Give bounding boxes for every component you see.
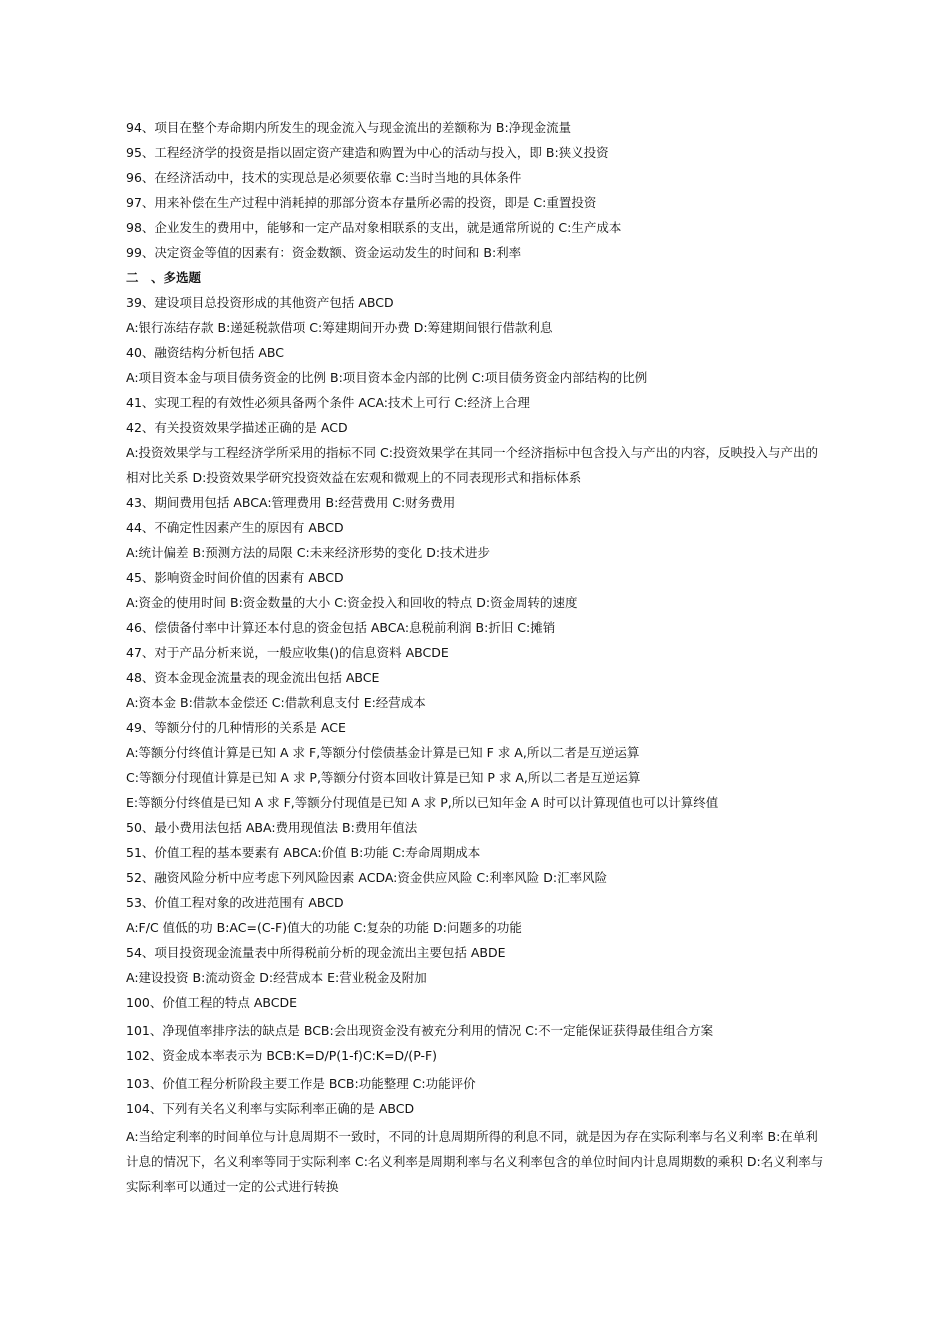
text-line: 40、融资结构分析包括 ABC [126, 345, 285, 360]
text-line: A:统计偏差 B:预测方法的局限 C:未来经济形势的变化 D:技术进步 [126, 545, 491, 560]
text-line: 101、净现值率排序法的缺点是 BCB:会出现资金没有被充分利用的情况 C:不一定能保证获得最佳组合方案 [126, 1023, 714, 1038]
text-line: 54、项目投资现金流量表中所得税前分析的现金流出主要包括 ABDE [126, 945, 506, 960]
text-line: 49、等额分付的几种情形的关系是 ACE [126, 720, 346, 735]
text-line: 95、工程经济学的投资是指以固定资产建造和购置为中心的活动与投入，即 B:狭义投资 [126, 145, 609, 160]
text-line: 39、建设项目总投资形成的其他资产包括 ABCD [126, 295, 394, 310]
text-line: A:建设投资 B:流动资金 D:经营成本 E:营业税金及附加 [126, 970, 427, 985]
section-heading: 二 、多选题 [126, 270, 202, 285]
text-line: E:等额分付终值是已知 A 求 F,等额分付现值是已知 A 求 P,所以已知年金 A 时可以计算现值也可以计算终值 [126, 795, 719, 810]
text-line: 44、不确定性因素产生的原因有 ABCD [126, 520, 344, 535]
text-line: 97、用来补偿在生产过程中消耗掉的那部分资本存量所必需的投资，即是 C:重置投资 [126, 195, 597, 210]
text-line: A:F/C 值低的功 B:AC=(C-F)值大的功能 C:复杂的功能 D:问题多的功能 [126, 920, 522, 935]
text-line: 45、影响资金时间价值的因素有 ABCD [126, 570, 344, 585]
text-line: 53、价值工程对象的改进范围有 ABCD [126, 895, 344, 910]
text-paragraph: A:当给定利率的时间单位与计息周期不一致时，不同的计息周期所得的利息不同，就是因为存在实际利率与名义利率 B:在单利计息的情况下，名义利率等同于实际利率 C:名义利率是周期利率与名义利率包含的单位时间内计息周期数的乘积 D:名义利率与实际利率可以通过一定的公式进行转换 [126, 1129, 824, 1194]
text-paragraph: A:投资效果学与工程经济学所采用的指标不同 C:投资效果学在其同一个经济指标中包含投入与产出的内容，反映投入与产出的相对比关系 D:投资效果学研究投资效益在宏观和微观上的不同表现形式和指标体系 [126, 445, 818, 485]
text-line: 94、项目在整个寿命期内所发生的现金流入与现金流出的差额称为 B:净现金流量 [126, 120, 572, 135]
text-line: 99、决定资金等值的因素有：资金数额、资金运动发生的时间和 B:利率 [126, 245, 522, 260]
text-line: 103、价值工程分析阶段主要工作是 BCB:功能整理 C:功能评价 [126, 1076, 476, 1091]
text-line: 46、偿债备付率中计算还本付息的资金包括 ABCA:息税前利润 B:折旧 C:摊销 [126, 620, 556, 635]
text-line: A:资金的使用时间 B:资金数量的大小 C:资金投入和回收的特点 D:资金周转的速度 [126, 595, 578, 610]
text-line: 104、下列有关名义利率与实际利率正确的是 ABCD [126, 1101, 415, 1116]
text-line: 100、价值工程的特点 ABCDE [126, 995, 297, 1010]
text-line: A:银行冻结存款 B:递延税款借项 C:筹建期间开办费 D:筹建期间银行借款利息 [126, 320, 553, 335]
text-line: C:等额分付现值计算是已知 A 求 P,等额分付资本回收计算是已知 P 求 A,所以二者是互逆运算 [126, 770, 641, 785]
text-line: A:项目资本金与项目债务资金的比例 B:项目资本金内部的比例 C:项目债务资金内部结构的比例 [126, 370, 648, 385]
text-line: 98、企业发生的费用中，能够和一定产品对象相联系的支出，就是通常所说的 C:生产成本 [126, 220, 622, 235]
text-line: 96、在经济活动中，技术的实现总是必须要依靠 C:当时当地的具体条件 [126, 170, 522, 185]
text-line: 51、价值工程的基本要素有 ABCA:价值 B:功能 C:寿命周期成本 [126, 845, 481, 860]
text-line: A:资本金 B:借款本金偿还 C:借款利息支付 E:经营成本 [126, 695, 426, 710]
text-line: 47、对于产品分析来说，一般应收集()的信息资料 ABCDE [126, 645, 449, 660]
text-line: 48、资本金现金流量表的现金流出包括 ABCE [126, 670, 380, 685]
text-line: 42、有关投资效果学描述正确的是 ACD [126, 420, 348, 435]
text-line: 102、资金成本率表示为 BCB:K=D/P(1-f)C:K=D/(P-F) [126, 1048, 438, 1063]
text-line: 52、融资风险分析中应考虑下列风险因素 ACDA:资金供应风险 C:利率风险 D:汇率风险 [126, 870, 608, 885]
text-line: A:等额分付终值计算是已知 A 求 F,等额分付偿债基金计算是已知 F 求 A,所以二者是互逆运算 [126, 745, 640, 760]
text-line: 43、期间费用包括 ABCA:管理费用 B:经营费用 C:财务费用 [126, 495, 456, 510]
text-line: 41、实现工程的有效性必须具备两个条件 ACA:技术上可行 C:经济上合理 [126, 395, 530, 410]
text-line: 50、最小费用法包括 ABA:费用现值法 B:费用年值法 [126, 820, 418, 835]
